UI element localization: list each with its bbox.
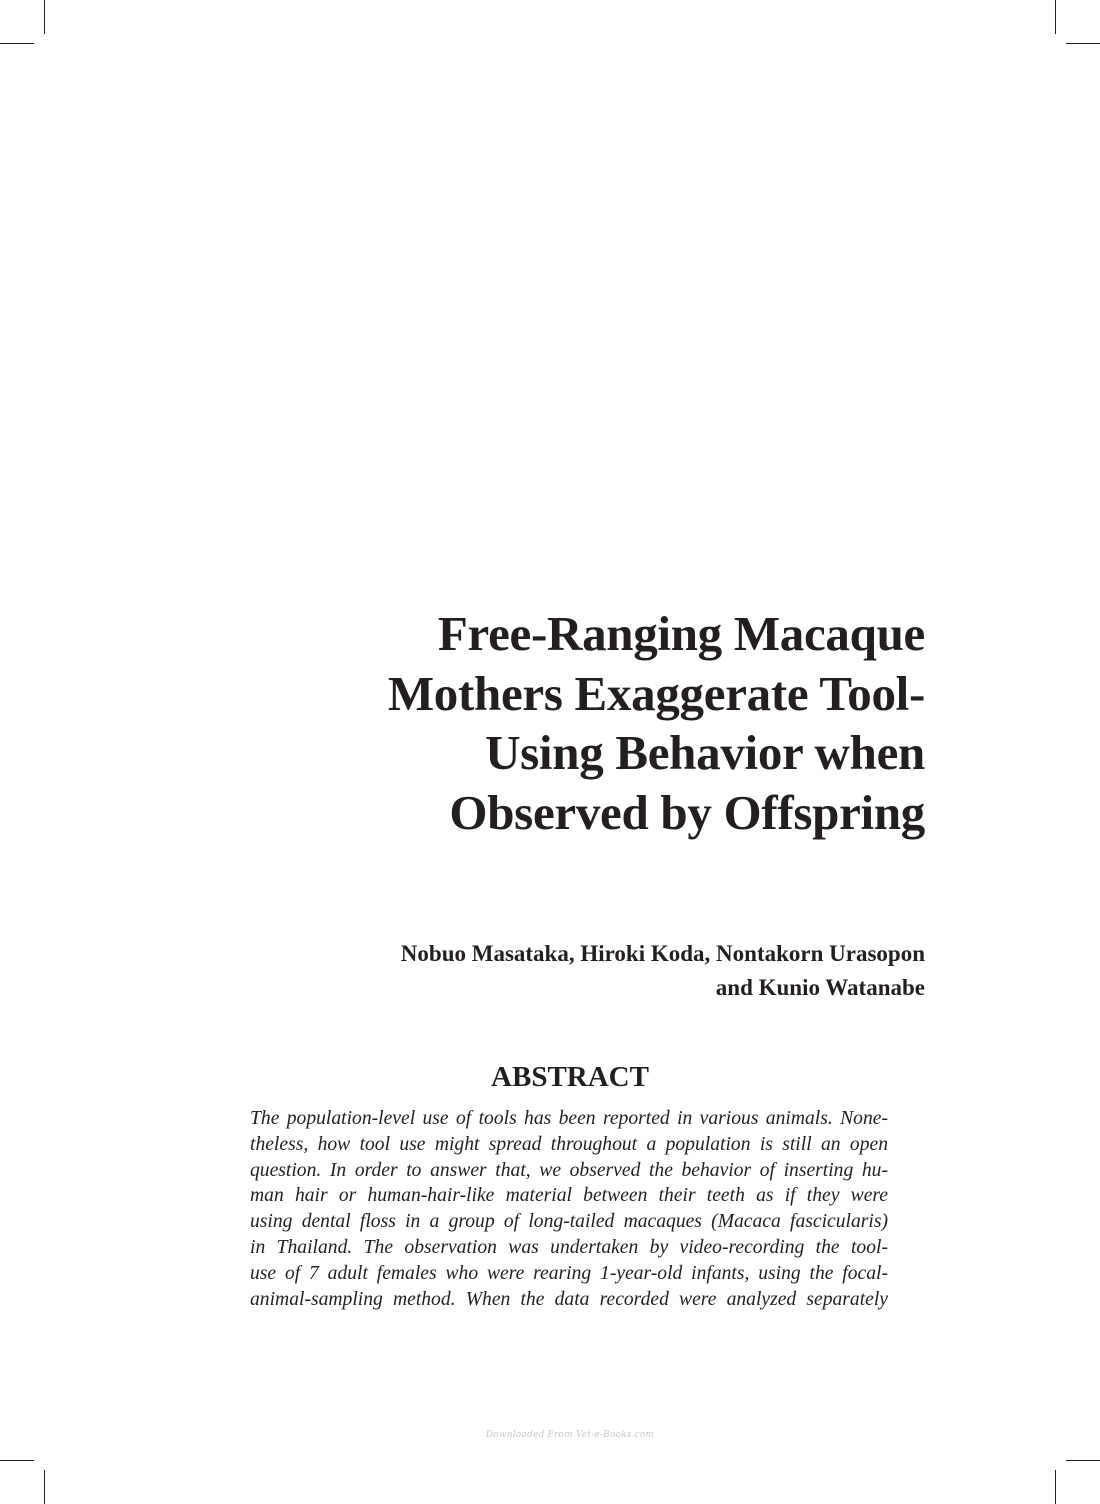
crop-mark-bottom-left-horizontal [0, 1460, 34, 1461]
abstract-text [250, 1106, 888, 1312]
crop-mark-bottom-right-horizontal [1066, 1460, 1100, 1461]
chapter-title-line: Free-Ranging Macaque [437, 606, 925, 661]
abstract-line: man hair or human-hair-like material between their teeth as if they were [250, 1185, 888, 1207]
chapter-title-line: Mothers Exaggerate Tool- [387, 665, 925, 721]
abstract-heading: ABSTRACT [491, 1061, 649, 1093]
author-list [300, 937, 925, 1005]
chapter-title-line: Using Behavior when [485, 725, 925, 780]
abstract-line: animal-sampling method. When the data recorded were analyzed separately [250, 1288, 888, 1310]
author-line: Nobuo Masataka, Hiroki Koda, Nontakorn Urasopon [400, 941, 925, 966]
abstract-line: use of 7 adult females who were rearing 1-year-old infants, using the focal- [250, 1262, 888, 1284]
crop-mark-top-left-vertical [44, 0, 45, 34]
download-watermark: Downloaded From Vet-e-Books.com [485, 1430, 655, 1440]
abstract-line: question. In order to answer that, we observed the behavior of inserting hu- [250, 1159, 888, 1181]
crop-mark-bottom-left-vertical [44, 1470, 45, 1504]
chapter-title-line: Observed by Offspring [449, 784, 925, 840]
chapter-title [300, 604, 925, 842]
crop-mark-top-left-horizontal [0, 43, 34, 44]
author-line: and Kunio Watanabe [715, 975, 925, 1000]
abstract-line: in Thailand. The observation was undertaken by video-recording the tool- [250, 1236, 888, 1258]
abstract-line: using dental floss in a group of long-tailed macaques (Macaca fascicularis) [250, 1211, 888, 1233]
crop-mark-top-right-vertical [1055, 0, 1056, 34]
crop-mark-bottom-right-vertical [1055, 1470, 1056, 1504]
abstract-line: The population-level use of tools has been reported in various animals. None- [250, 1108, 888, 1129]
crop-mark-top-right-horizontal [1066, 43, 1100, 44]
abstract-line: theless, how tool use might spread throughout a population is still an open [250, 1133, 888, 1155]
